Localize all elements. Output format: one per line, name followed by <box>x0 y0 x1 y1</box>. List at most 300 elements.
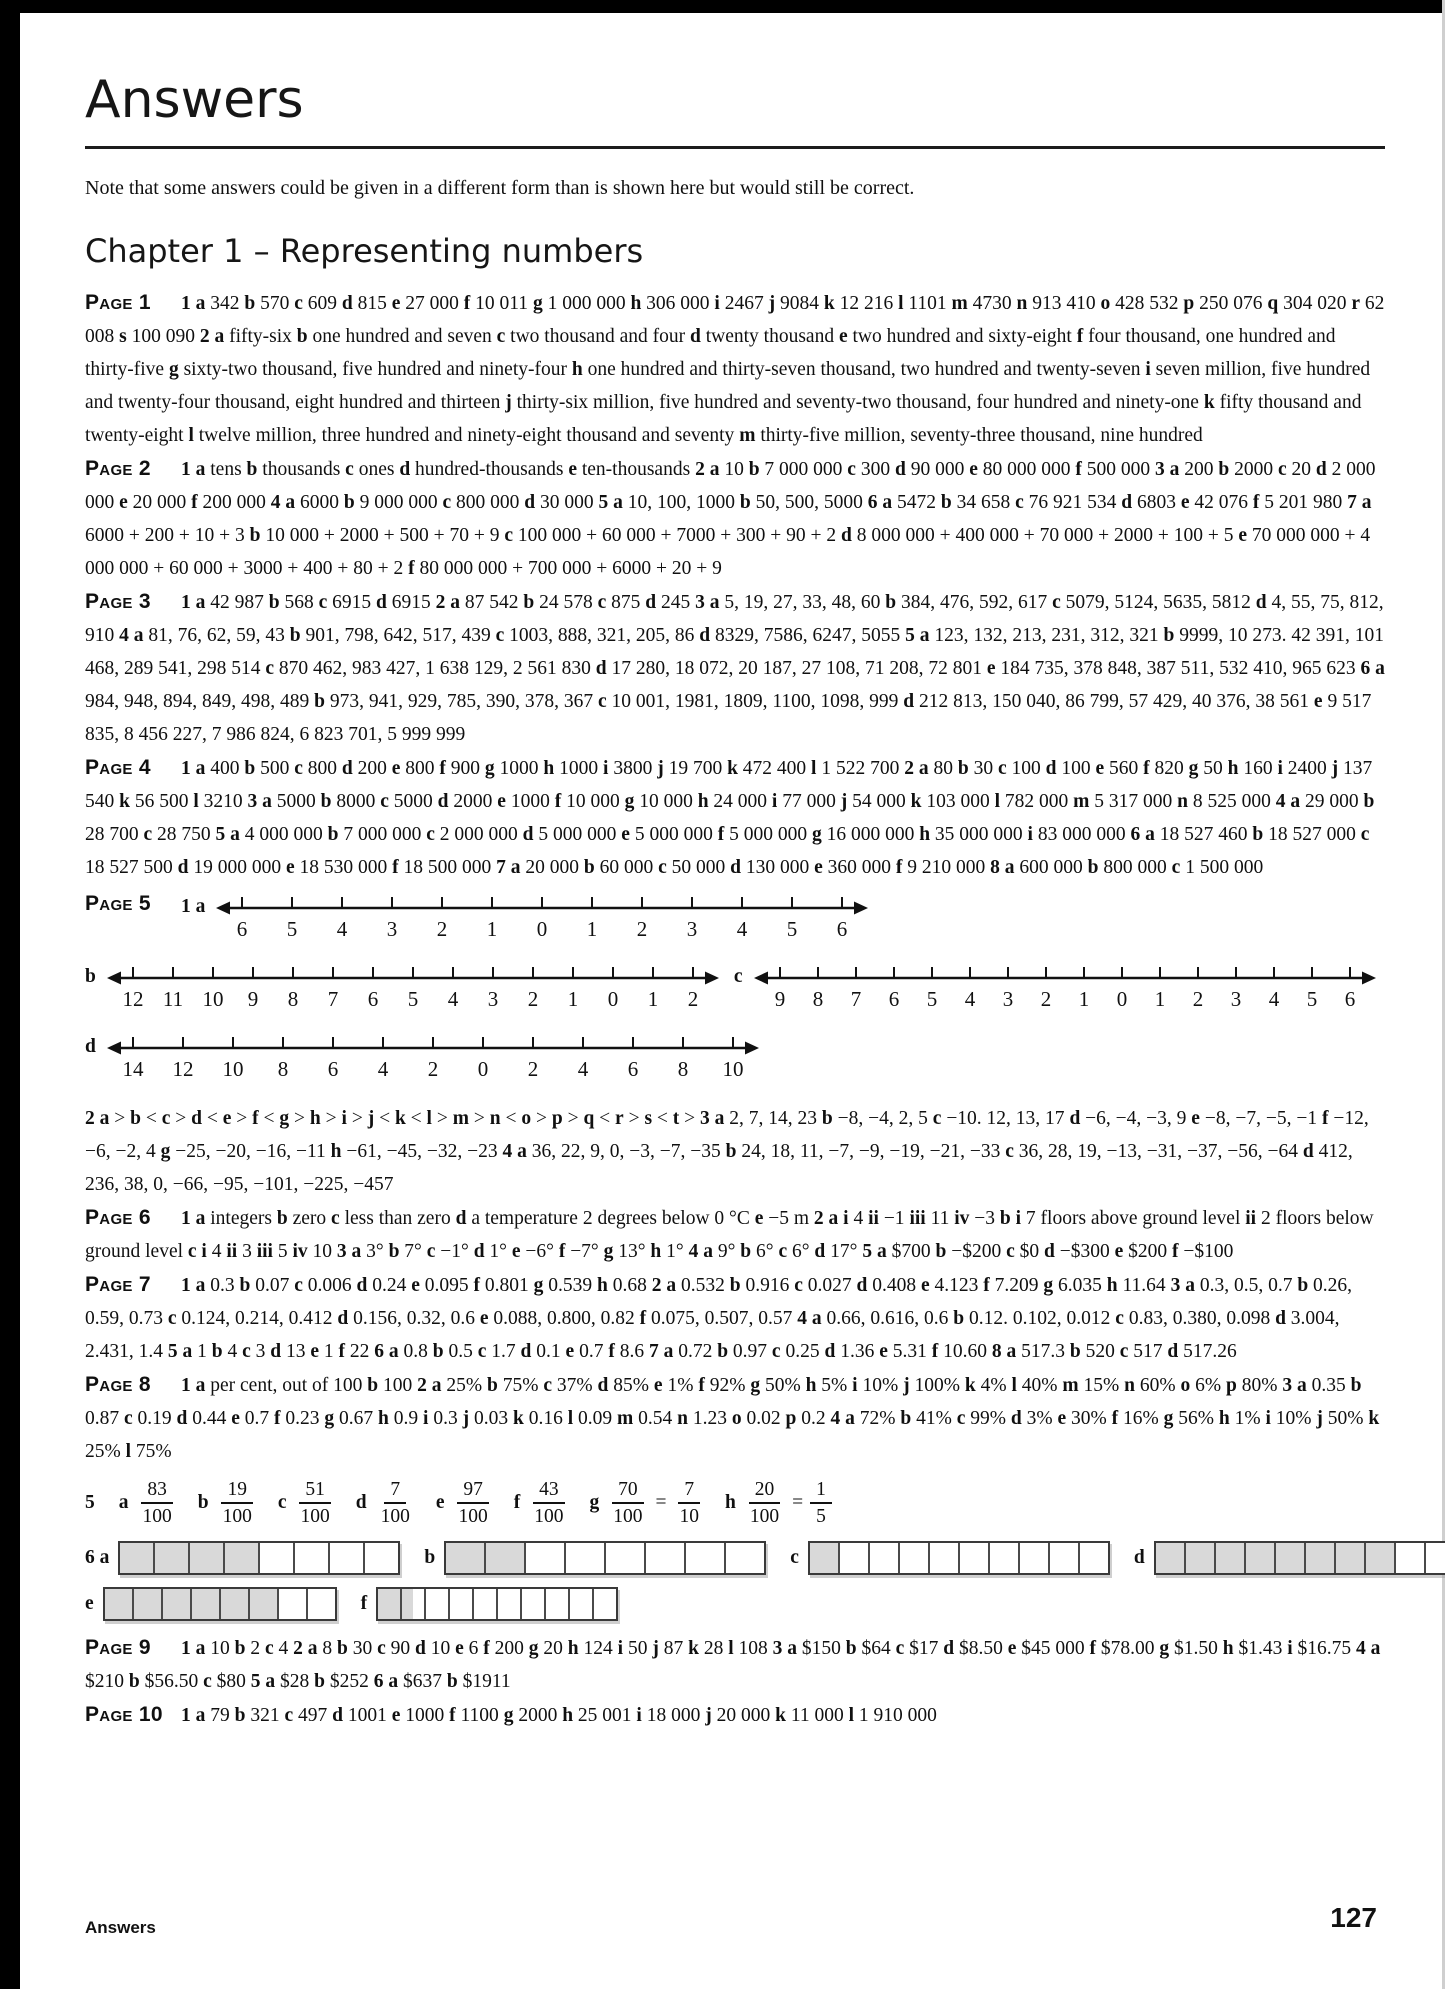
answer-item-label: g <box>750 1375 761 1396</box>
answer-item-label: i <box>852 1375 858 1396</box>
fraction <box>295 1478 336 1529</box>
strip-cell <box>155 1543 190 1573</box>
answer-item-label: e <box>285 857 295 878</box>
fraction-item-label: e <box>435 1492 445 1514</box>
answer-item-label: p <box>1225 1375 1237 1396</box>
answer-item-label: h <box>919 824 931 845</box>
strip-cell <box>840 1543 870 1573</box>
number-line-item-label: b <box>85 966 96 987</box>
strip-item-label: d <box>1133 1546 1145 1568</box>
answer-item-label: f <box>439 758 446 779</box>
answer-item-label: 2 a <box>695 459 720 480</box>
strip-cell <box>221 1589 250 1619</box>
page-label: Page 5 <box>85 892 151 915</box>
answer-item-label: f <box>608 1341 615 1362</box>
answer-item-label: b <box>276 1208 288 1229</box>
answer-item-label: b <box>1069 1341 1081 1362</box>
answer-item-label: c <box>1015 492 1024 513</box>
page-label: Page 2 <box>85 457 151 480</box>
answer-item-label: d <box>1121 492 1133 513</box>
answer-item-label: 2 a <box>417 1375 442 1396</box>
answer-item-label: o <box>731 1408 742 1429</box>
answer-item-label: d <box>522 824 534 845</box>
number-line-item-label: c <box>733 966 743 987</box>
answer-item-label: i <box>617 1637 624 1659</box>
answer-item-label: g <box>532 293 543 314</box>
answer-item-label: e <box>814 857 823 878</box>
fraction <box>810 1478 832 1529</box>
strip-item-label: c <box>790 1546 799 1568</box>
answer-item-label: 1 a <box>181 758 206 779</box>
answer-item-label: d <box>341 293 353 314</box>
answer-item-label: f <box>895 857 903 878</box>
svg-text:1: 1 <box>647 987 659 1011</box>
answer-item-label: e <box>411 1275 420 1296</box>
svg-text:3: 3 <box>1002 987 1013 1011</box>
fraction-numerator: 51 <box>299 1478 331 1504</box>
answer-item-label: b <box>128 1670 140 1692</box>
answer-item-label: c <box>778 1241 788 1262</box>
answer-item-label: f <box>252 1108 259 1129</box>
strip-cell <box>810 1543 840 1573</box>
number-line <box>106 962 720 1016</box>
number-line <box>215 892 869 946</box>
answer-item-label: d <box>1010 1408 1022 1429</box>
strip-cell <box>446 1543 486 1573</box>
answer-item-label: e <box>1057 1408 1067 1429</box>
fraction-denominator: 100 <box>380 1506 410 1528</box>
svg-text:2: 2 <box>1040 987 1051 1011</box>
answer-item-label: f <box>1089 1637 1097 1659</box>
answer-item-label: g <box>279 1108 290 1129</box>
fraction-numerator: 97 <box>457 1478 489 1504</box>
svg-text:1: 1 <box>587 917 598 941</box>
answer-item-label: d <box>376 592 387 613</box>
answer-item-label: d <box>341 758 353 779</box>
answer-item-label: j <box>705 1704 712 1726</box>
answer-item-label: c <box>380 791 389 812</box>
svg-text:3: 3 <box>387 917 398 941</box>
answer-item-label: 8 a <box>991 1341 1017 1362</box>
strip-item-label: f <box>360 1592 368 1614</box>
answer-item-label: c <box>895 1637 905 1659</box>
answer-item-label: f <box>449 1704 456 1726</box>
svg-text:10: 10 <box>722 1057 744 1081</box>
answer-item-label: b <box>268 592 280 613</box>
svg-text:0: 0 <box>477 1057 489 1081</box>
answer-item-label: c <box>658 857 667 878</box>
answer-item-label: f <box>554 791 562 812</box>
answer-item-label: 4 a <box>1275 791 1301 812</box>
svg-text:4: 4 <box>337 917 348 941</box>
answer-item-label: l <box>426 1108 432 1129</box>
answer-item-label: c <box>377 1637 386 1659</box>
answer-item-label: 1 a <box>181 1208 206 1229</box>
answer-item-label: l <box>728 1637 734 1659</box>
svg-text:2: 2 <box>637 917 648 941</box>
answer-item-label: f <box>1143 758 1150 779</box>
svg-text:10: 10 <box>202 987 224 1011</box>
answer-item-label: c <box>997 758 1007 779</box>
answer-item-label: 1 a <box>181 1704 206 1726</box>
answer-item-label: f <box>408 558 415 579</box>
svg-text:3: 3 <box>687 917 698 941</box>
answer-item-label: f <box>1172 1241 1179 1262</box>
answer-item-label: d <box>437 791 449 812</box>
svg-text:8: 8 <box>812 987 823 1011</box>
answer-item-label: n <box>1177 791 1188 812</box>
answer-item-label: 3 a <box>695 592 720 613</box>
answer-item-label: j <box>840 791 848 812</box>
svg-text:14: 14 <box>122 1057 144 1081</box>
fraction-numerator: 1 <box>810 1478 832 1504</box>
answer-item-label: e <box>391 1704 401 1726</box>
answer-item-label: g <box>528 1637 539 1659</box>
strip-cell <box>163 1589 192 1619</box>
svg-text:0: 0 <box>1116 987 1127 1011</box>
strip-cell <box>105 1589 134 1619</box>
strip-cell <box>279 1589 308 1619</box>
answer-item-label: 5 a <box>905 625 930 646</box>
answer-item-label: c <box>284 1704 294 1726</box>
answer-item-label: b <box>935 1241 947 1262</box>
answer-item-label: 5 a <box>250 1670 276 1692</box>
fraction-strip <box>376 1587 618 1621</box>
answer-paragraph: 2 a > b < c > d < e > f < g > h > i > j < k < l > m > n < o > p > q < r > s < t > 3 a 2, 7, 14, 23 b −8, −4, 2, 5 c −10. 12, 13, 17 d −6, −4, −3, 9 e −8, −7, −5, −1 f −12, −6, −2, 4 g −25, −20, −16, −11 h −61, −45, −32, −23 4 a 36, 22, 9, 0, −3, −7, −35 b 24, 18, 11, −7, −9, −19, −21, −33 c 36, 28, 19, −13, −31, −37, −56, −64 d 412, 236, 38, 0, −66, −95, −101, −225, −457 <box>85 1108 1369 1195</box>
fraction-denominator: 100 <box>300 1506 330 1528</box>
fraction <box>217 1478 258 1529</box>
strip-cell <box>474 1589 498 1619</box>
fraction-numerator: 7 <box>678 1478 700 1504</box>
answer-item-label: i <box>1287 1637 1293 1659</box>
svg-text:8: 8 <box>287 987 299 1011</box>
fraction-denominator: 100 <box>613 1506 643 1528</box>
answer-item-label: e <box>1238 525 1248 546</box>
strip-cell <box>426 1589 450 1619</box>
answer-item-label: h <box>1218 1408 1230 1429</box>
strip-cell <box>1306 1543 1336 1573</box>
answer-item-label: d <box>1275 1308 1286 1329</box>
svg-text:0: 0 <box>537 917 548 941</box>
answer-item-label: 1 a <box>181 592 206 613</box>
answer-item-label: n <box>489 1108 501 1129</box>
svg-text:5: 5 <box>787 917 798 941</box>
fraction <box>137 1478 178 1529</box>
fraction-item-label: h <box>725 1492 736 1514</box>
answer-paragraph: Page 6 1 a integers b zero c less than zero d a temperature 2 degrees below 0 °C e −5 m 2 a i 4 ii −1 iii 11 iv −3 b i 7 floors above ground level ii 2 floors below ground level c i 4 ii 3 iii 5 iv 10 3 a 3° b 7° c −1° d 1° e −6° f −7° g 13° h 1° 4 a 9° b 6° c 6° d 17° 5 a $700 b −$200 c $0 d −$300 e $200 f −$100 <box>85 1201 1385 1268</box>
strip-cell <box>990 1543 1020 1573</box>
answer-item-label: d <box>1315 459 1327 480</box>
answer-item-label: l <box>811 758 817 779</box>
answers-body <box>85 286 1385 1732</box>
answer-item-label: b <box>234 1704 246 1726</box>
answer-item-label: 3 a <box>247 791 272 812</box>
answer-item-label: c <box>1171 857 1181 878</box>
answer-item-label: e <box>391 293 401 314</box>
answer-item-label: 3 a <box>772 1637 797 1659</box>
answer-item-label: f <box>1111 1408 1119 1429</box>
svg-text:6: 6 <box>327 1057 339 1081</box>
answer-item-label: 2 a <box>435 592 460 613</box>
answer-item-label: d <box>1043 1241 1055 1262</box>
answer-item-label: ii <box>868 1208 879 1229</box>
answer-item-label: b <box>244 758 256 779</box>
answer-item-label: e <box>511 1241 521 1262</box>
answer-item-label: q <box>1267 293 1279 314</box>
answer-item-label: 2 a <box>651 1275 677 1296</box>
answer-item-label: 5 a <box>215 824 240 845</box>
answer-item-label: c <box>331 1208 340 1229</box>
strip-cell <box>260 1543 295 1573</box>
number-line-row <box>85 892 1385 946</box>
svg-text:5: 5 <box>407 987 419 1011</box>
fraction-answer-row <box>85 1478 1385 1529</box>
fraction-numerator: 7 <box>384 1478 406 1504</box>
svg-text:8: 8 <box>277 1057 289 1081</box>
answer-item-label: f <box>473 1275 481 1296</box>
strip-cell <box>1050 1543 1080 1573</box>
fraction-denominator: 100 <box>749 1506 780 1528</box>
answer-item-label: d <box>856 1275 868 1296</box>
strip-cell <box>1366 1543 1396 1573</box>
strip-item-label: b <box>424 1546 436 1568</box>
answer-item-label: c <box>477 1341 487 1362</box>
fraction <box>375 1478 416 1529</box>
answer-paragraph: Page 10 1 a 79 b 321 c 497 d 1001 e 1000 f 1100 g 2000 h 25 001 i 18 000 j 20 000 k 11 000 l 1 910 000 <box>85 1698 1385 1732</box>
answer-item-label: 2 a <box>904 758 929 779</box>
svg-text:2: 2 <box>527 1057 539 1081</box>
answer-item-label: 4 a <box>830 1408 855 1429</box>
answer-item-label: c <box>167 1308 177 1329</box>
answer-item-label: d <box>1069 1108 1081 1129</box>
answer-item-label: r <box>615 1108 624 1129</box>
answer-item-label: 4 a <box>688 1241 713 1262</box>
answer-item-label: h <box>567 1637 579 1659</box>
answer-paragraph: Page 1 1 a 342 b 570 c 609 d 815 e 27 000 f 10 011 g 1 000 000 h 306 000 i 2467 j 9084 k 12 216 l 1101 m 4730 n 913 410 o 428 532 p 250 076 q 304 020 r 62 008 s 100 090 2 a fifty-six b one hundred and seven c two thousand and four d twenty thousand e two hundred and sixty-eight f four thousand, one hundred and thirty-five g sixty-two thousand, five hundred and ninety-four h one hundred and thirty-seven thousand, two hundred and twenty-seven i seven million, five hundred and twenty-four thousand, eight hundred and thirteen j thirty-six million, five hundred and seventy-two thousand, four hundred and ninety-one k fifty thousand and twenty-eight l twelve million, three hundred and ninety-eight thousand and seventy m thirty-five million, seventy-three thousand, nine hundred <box>85 286 1385 452</box>
fraction-denominator: 100 <box>458 1506 488 1528</box>
answer-item-label: o <box>1100 293 1111 314</box>
strip-cell <box>190 1543 225 1573</box>
answer-item-label: b <box>130 1108 141 1129</box>
answer-item-label: b <box>296 326 308 347</box>
answer-item-label: k <box>964 1375 976 1396</box>
answer-item-label: h <box>309 1108 321 1129</box>
answer-item-label: k <box>119 791 130 812</box>
answer-item-label: i <box>1145 359 1151 380</box>
answer-item-label: b <box>729 1275 741 1296</box>
answer-item-label: h <box>330 1141 342 1162</box>
answer-item-label: 4 a <box>270 492 296 513</box>
answer-item-label: c <box>345 459 354 480</box>
strip-item-label: e <box>85 1592 94 1614</box>
page-content <box>85 70 1385 1732</box>
svg-text:2: 2 <box>437 917 448 941</box>
answer-item-label: j <box>903 1375 910 1396</box>
answer-item-label: e <box>1180 492 1190 513</box>
answer-item-label: 7 a <box>496 857 521 878</box>
answer-paragraph: Page 4 1 a 400 b 500 c 800 d 200 e 800 f 900 g 1000 h 1000 i 3800 j 19 700 k 472 400 l 1 522 700 2 a 80 b 30 c 100 d 100 e 560 f 820 g 50 h 160 i 2400 j 137 540 k 56 500 l 3210 3 a 5000 b 8000 c 5000 d 2000 e 1000 f 10 000 g 10 000 h 24 000 i 77 000 j 54 000 k 103 000 l 782 000 m 5 317 000 n 8 525 000 4 a 29 000 b 28 700 c 28 750 5 a 4 000 000 b 7 000 000 c 2 000 000 d 5 000 000 e 5 000 000 f 5 000 000 g 16 000 000 h 35 000 000 i 83 000 000 6 a 18 527 460 b 18 527 000 c 18 527 500 d 19 000 000 e 18 530 000 f 18 500 000 7 a 20 000 b 60 000 c 50 000 d 130 000 e 360 000 f 9 210 000 8 a 600 000 b 800 000 c 1 500 000 <box>85 751 1385 884</box>
answer-item-label: b <box>739 492 751 513</box>
answer-item-label: e <box>879 1341 888 1362</box>
answer-item-label: b <box>957 758 969 779</box>
answer-item-label: e <box>1191 1108 1200 1129</box>
fraction-numerator: 43 <box>533 1478 565 1504</box>
fraction <box>453 1478 494 1529</box>
strip-cell <box>930 1543 960 1573</box>
answer-item-label: c <box>1115 1308 1124 1329</box>
answer-item-label: c <box>543 1375 553 1396</box>
answer-item-label: iii <box>256 1241 273 1262</box>
answer-item-label: f <box>717 824 725 845</box>
answer-item-label: e <box>986 658 996 679</box>
answer-item-label: i <box>714 293 720 314</box>
answer-item-label: b <box>289 625 301 646</box>
fraction-strip <box>1154 1541 1445 1575</box>
strip-cell <box>594 1589 616 1619</box>
answer-item-label: j <box>657 758 664 779</box>
answer-item-label: i <box>341 1108 347 1129</box>
answer-item-label: f <box>338 1341 346 1362</box>
equals-sign: = <box>655 1492 667 1514</box>
answer-item-label: e <box>838 326 848 347</box>
answer-item-label: e <box>119 492 128 513</box>
answer-item-label: e <box>565 1341 575 1362</box>
answer-item-label: k <box>910 791 922 812</box>
note-text: Note that some answers could be given in a different form than is shown here but would still be correct. <box>85 177 915 199</box>
answer-item-label: 4 a <box>502 1141 527 1162</box>
fraction-strip <box>103 1587 337 1621</box>
answer-item-label: e <box>231 1408 240 1429</box>
answer-item-label: h <box>1222 1637 1234 1659</box>
answer-item-label: b <box>239 1275 251 1296</box>
strip-cell <box>522 1589 546 1619</box>
answer-item-label: k <box>1368 1408 1380 1429</box>
answer-item-label: b <box>487 1375 498 1396</box>
page-title: Answers <box>85 70 304 130</box>
answer-item-label: e <box>1114 1241 1124 1262</box>
answer-item-label: b <box>1218 459 1230 480</box>
answer-item-label: b <box>249 525 261 546</box>
answer-item-label: d <box>177 857 189 878</box>
svg-text:4: 4 <box>737 917 748 941</box>
footer-page-number: 127 <box>1330 1902 1377 1933</box>
answer-item-label: c <box>426 824 435 845</box>
answer-item-label: c <box>143 824 153 845</box>
strip-cell <box>1336 1543 1366 1573</box>
strip-cell <box>1020 1543 1050 1573</box>
svg-text:4: 4 <box>964 987 975 1011</box>
svg-text:1: 1 <box>1154 987 1165 1011</box>
strip-cell <box>1216 1543 1246 1573</box>
answer-item-label: d <box>1045 758 1057 779</box>
answer-item-label: d <box>1255 592 1267 613</box>
answer-item-label: b <box>388 1241 400 1262</box>
answer-item-label: m <box>1062 1375 1079 1396</box>
page-label: Page 1 <box>85 291 151 314</box>
number-line-row <box>85 1032 1385 1086</box>
answer-item-label: b <box>234 1637 246 1659</box>
answer-item-label: e <box>479 1308 489 1329</box>
svg-text:5: 5 <box>926 987 937 1011</box>
answer-item-label: n <box>677 1408 688 1429</box>
answer-item-label: h <box>630 293 642 314</box>
strip-cell <box>870 1543 900 1573</box>
answer-item-label: l <box>188 425 194 446</box>
answer-item-label: b <box>314 1670 325 1692</box>
answer-item-label: g <box>811 824 822 845</box>
answer-item-label: c <box>1005 1141 1014 1162</box>
strip-cell <box>1426 1543 1445 1573</box>
strip-cell <box>498 1589 522 1619</box>
answer-item-label: d <box>473 1241 485 1262</box>
answer-item-label: iv <box>954 1208 970 1229</box>
svg-text:9: 9 <box>247 987 259 1011</box>
answer-item-label: f <box>274 1408 281 1429</box>
answer-item-label: b <box>583 857 595 878</box>
answer-item-label: b <box>343 492 355 513</box>
answer-item-label: d <box>337 1308 349 1329</box>
answer-item-label: f <box>558 1241 566 1262</box>
answer-item-label: f <box>1075 459 1082 480</box>
page-label: Page 9 <box>85 1635 151 1659</box>
answer-item-label: d <box>332 1704 343 1726</box>
answer-item-label: g <box>324 1408 335 1429</box>
answer-item-label: b <box>1363 791 1375 812</box>
answer-item-label: e <box>621 824 630 845</box>
fraction-item-label: a <box>118 1492 129 1514</box>
answer-item-label: 7 a <box>1347 492 1372 513</box>
answer-item-label: j <box>462 1408 470 1429</box>
strip-cell <box>566 1543 606 1573</box>
fraction <box>607 1478 648 1529</box>
answer-item-label: f <box>483 1637 490 1659</box>
answer-item-label: g <box>1163 1408 1174 1429</box>
answer-item-label: l <box>567 1408 574 1429</box>
chapter-heading: Chapter 1 – Representing numbers <box>85 232 644 270</box>
answer-item-label: p <box>785 1408 797 1429</box>
answer-item-label: 3 a <box>1154 459 1180 480</box>
answer-item-label: f <box>639 1308 647 1329</box>
answer-item-label: b <box>1087 857 1099 878</box>
strip-cell <box>295 1543 330 1573</box>
strip-cell <box>686 1543 726 1573</box>
answer-item-label: d <box>894 459 906 480</box>
strip-cell <box>486 1543 526 1573</box>
answer-item-label: ii <box>1245 1208 1257 1229</box>
strip-cell <box>308 1589 335 1619</box>
answer-item-label: l <box>898 293 904 314</box>
answer-item-label: i <box>771 791 778 812</box>
fraction-numerator: 70 <box>612 1478 644 1504</box>
svg-text:6: 6 <box>1344 987 1355 1011</box>
fraction <box>744 1478 785 1529</box>
svg-text:2: 2 <box>1192 987 1203 1011</box>
answer-item-label: b <box>1350 1375 1362 1396</box>
svg-text:0: 0 <box>607 987 619 1011</box>
fraction-item-label: f <box>513 1492 521 1514</box>
page-label: Page 4 <box>85 756 151 779</box>
answer-item-label: 1 a <box>181 1637 206 1659</box>
answer-item-label: 1 a <box>181 459 206 480</box>
answer-item-label: h <box>378 1408 389 1429</box>
answer-item-label: 6 a <box>373 1670 399 1692</box>
answer-item-label: iii <box>909 1208 926 1229</box>
answer-item-label: 8 a <box>990 857 1015 878</box>
answer-item-label: c <box>1052 592 1061 613</box>
answer-item-label: c <box>597 592 607 613</box>
answer-item-label: f <box>392 857 399 878</box>
answer-item-label: d <box>520 1341 532 1362</box>
